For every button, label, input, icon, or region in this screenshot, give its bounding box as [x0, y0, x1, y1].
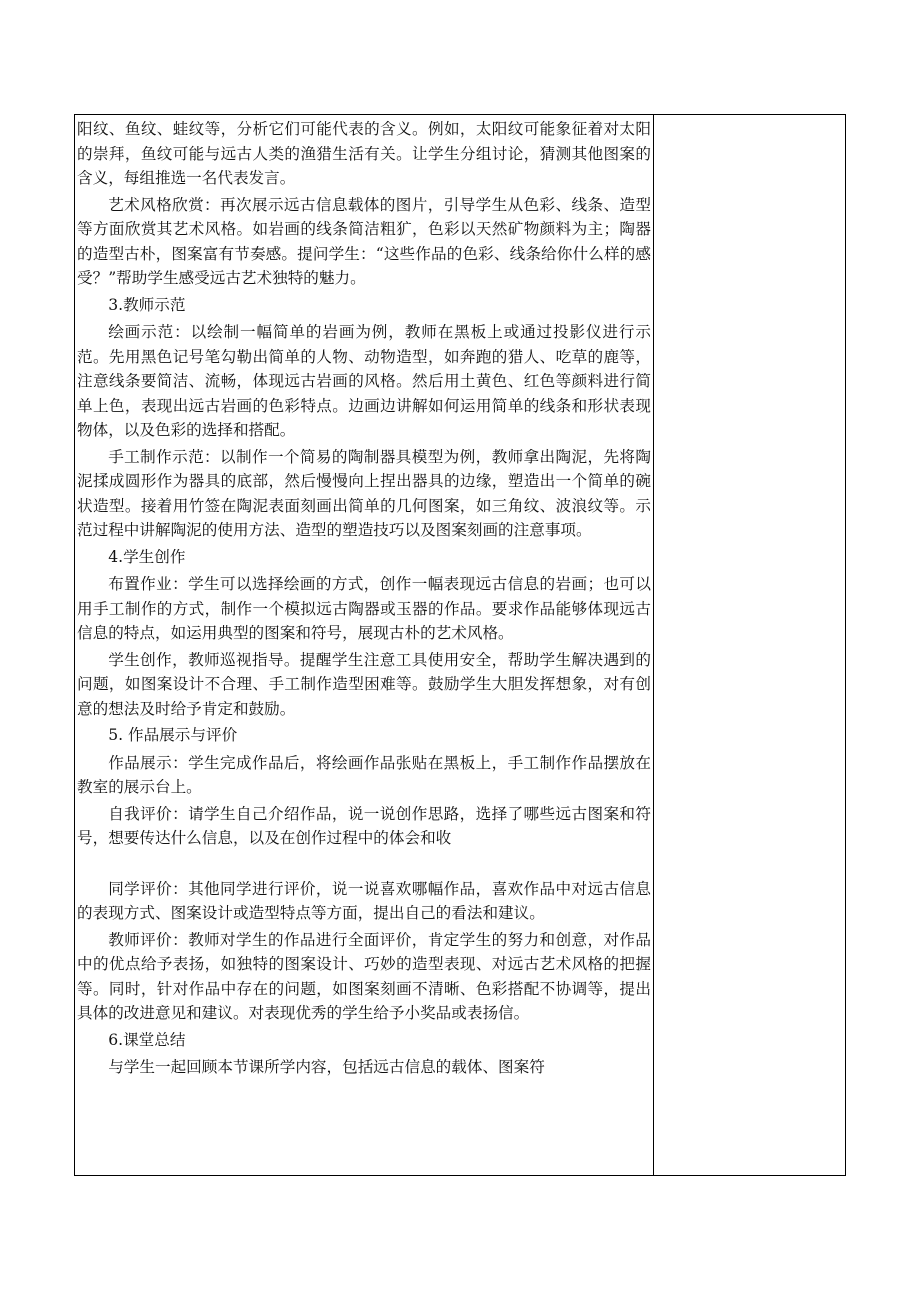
heading-class-summary: 6.课堂总结	[108, 1030, 186, 1049]
paragraph-teacher-evaluation: 教师评价：教师对学生的作品进行全面评价，肯定学生的努力和创意，对作品中的优点给予表扬，如独特的图案设计、巧妙的造型表现、对远古艺术风格的把握等。同时，针对作品中存在的问题，如图案刻画不清晰、色彩搭配不协调等，提出具体的改进意见和建议。对表现优秀的学生给予小奖品或表扬信。	[77, 930, 651, 1022]
paragraph-summary: 与学生一起回顾本节课所学内容，包括远古信息的载体、图案符	[108, 1058, 545, 1076]
heading-display-evaluation: 5. 作品展示与评价	[108, 726, 238, 744]
paragraph-painting-demo: 绘画示范：以绘制一幅简单的岩画为例，教师在黑板上或通过投影仪进行示范。先用黑色记号笔勾勒出简单的人物、动物造型，如奔跑的猎人、吃草的鹿等，注意线条要简洁、流畅，体现远古岩画的风格。然后用土黄色、红色等颜料进行简单上色，表现出远古岩画的色彩特点。边画边讲解如何运用简单的线条和形状表现物体，以及色彩的选择和搭配。	[77, 323, 651, 439]
heading-teacher-demo: 3.教师示范	[108, 295, 186, 314]
paragraph-assignment: 布置作业：学生可以选择绘画的方式，创作一幅表现远古信息的岩画；也可以用手工制作的方式，制作一个模拟远古陶器或玉器的作品。要求作品能够体现远古信息的特点，如运用典型的图案和符号，展现古朴的艺术风格。	[77, 575, 651, 642]
paragraph-self-evaluation: 自我评价：请学生自己介绍作品，说一说创作思路，选择了哪些远古图案和符号，想要传达什么信息，以及在创作过程中的体会和收	[77, 804, 651, 847]
lesson-content-cell	[75, 115, 653, 1175]
paragraph-display: 作品展示：学生完成作品后，将绘画作品张贴在黑板上，手工制作作品摆放在教室的展示台上。	[77, 753, 651, 796]
paragraph-pattern-analysis: 阳纹、鱼纹、蛙纹等，分析它们可能代表的含义。例如，太阳纹可能象征着对太阳的崇拜，鱼纹可能与远古人类的渔猎生活有关。让学生分组讨论，猜测其他图案的含义，每组推选一名代表发言。	[77, 120, 651, 187]
paragraph-art-style: 艺术风格欣赏：再次展示远古信息载体的图片，引导学生从色彩、线条、造型等方面欣赏其艺术风格。如岩画的线条简洁粗犷，色彩以天然矿物颜料为主；陶器的造型古朴，图案富有节奏感。提问学生：“这些作品的色彩、线条给你什么样的感受？”帮助学生感受远古艺术独特的魅力。	[77, 195, 651, 287]
blank-gap	[77, 853, 651, 877]
paragraph-student-creation: 学生创作，教师巡视指导。提醒学生注意工具使用安全，帮助学生解决遇到的问题，如图案设计不合理、手工制作造型困难等。鼓励学生大胆发挥想象，对有创意的想法及时给予肯定和鼓励。	[77, 650, 651, 718]
notes-cell	[654, 115, 845, 1175]
paragraph-peer-evaluation: 同学评价：其他同学进行评价，说一说喜欢哪幅作品，喜欢作品中对远古信息的表现方式、图案设计或造型特点等方面，提出自己的看法和建议。	[77, 879, 651, 922]
heading-student-creation: 4.学生创作	[108, 547, 186, 566]
paragraph-craft-demo: 手工制作示范：以制作一个简易的陶制器具模型为例，教师拿出陶泥，先将陶泥揉成圆形作为器具的底部，然后慢慢向上捏出器具的边缘，塑造出一个简单的碗状造型。接着用竹签在陶泥表面刻画出简单的几何图案，如三角纹、波浪纹等。示范过程中讲解陶泥的使用方法、造型的塑造技巧以及图案刻画的注意事项。	[77, 447, 651, 539]
lesson-plan-table	[74, 114, 846, 1176]
